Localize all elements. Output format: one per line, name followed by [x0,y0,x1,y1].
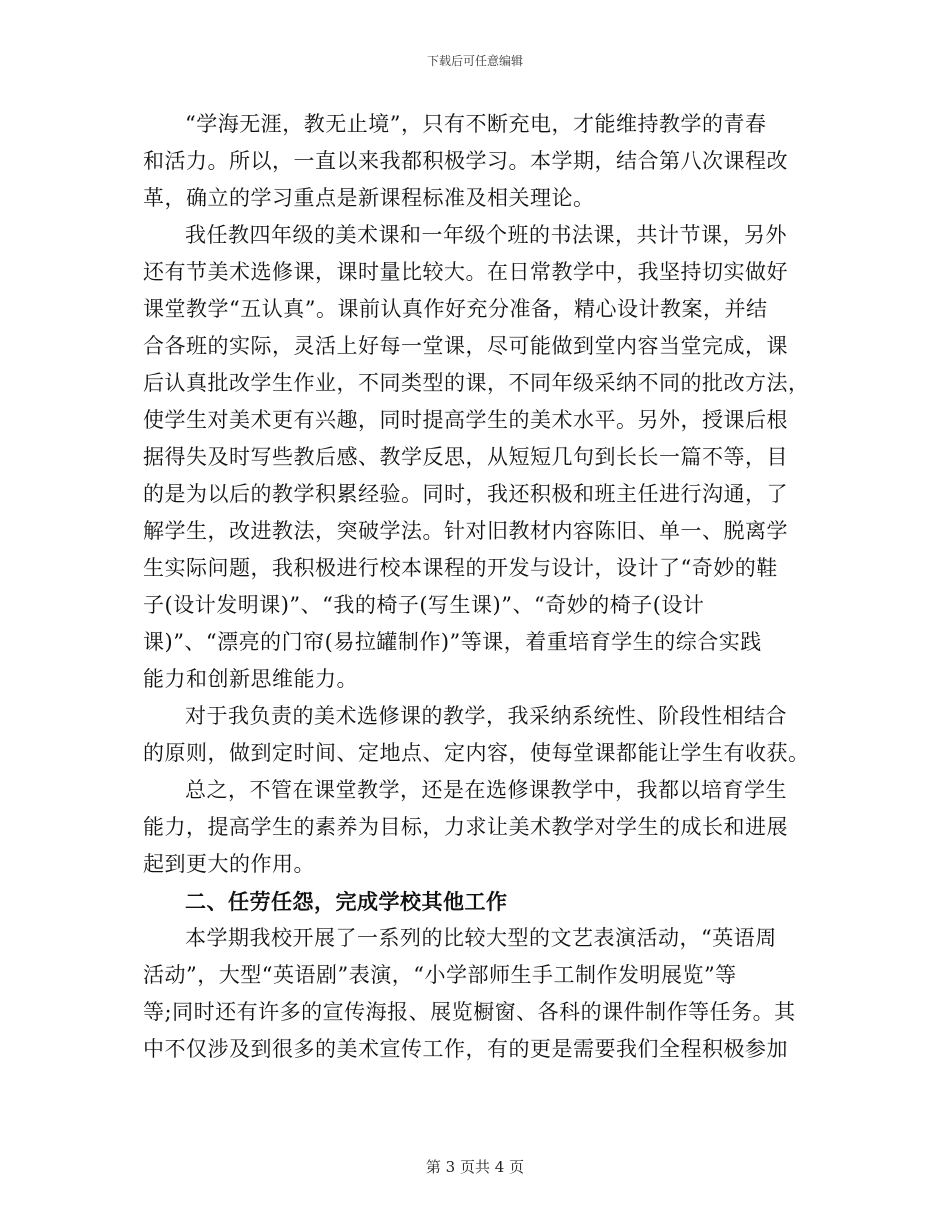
text-line: 对于我负责的美术选修课的教学，我采纳系统性、阶段性相结合 [185,704,787,728]
text-line: 后认真批改学生作业，不同类型的课，不同年级采纳不同的批改方法， [143,371,810,395]
text-line: 课)”、“漂亮的门帘(易拉罐制作)”等课，着重培育学生的综合实践 [143,630,762,654]
text-line: 中不仅涉及到很多的美术宣传工作，有的更是需要我们全程积极参加 [143,1037,788,1061]
text-line: 据得失及时写些教后感、教学反思，从短短几句到长长一篇不等，目 [143,445,788,469]
text-line: 生实际问题，我积极进行校本课程的开发与设计，设计了“奇妙的鞋 [143,556,778,580]
text-line: 我任教四年级的美术课和一年级个班的书法课，共计节课，另外 [185,223,787,247]
text-line: 课堂教学“五认真”。课前认真作好充分准备，精心设计教案，并结 [143,297,768,321]
text-line: 本学期我校开展了一系列的比较大型的文艺表演活动，“英语周 [185,926,777,950]
text-line: “学海无涯，教无止境”，只有不断充电，才能维持教学的青春 [185,112,767,136]
text-line: 起到更大的作用。 [143,852,315,876]
text-line: 总之，不管在课堂教学，还是在选修课教学中，我都以培育学生 [185,778,787,802]
text-line: 的是为以后的教学积累经验。同时，我还积极和班主任进行沟通，了 [143,482,788,506]
text-line: 使学生对美术更有兴趣，同时提高学生的美术水平。另外，授课后根 [143,408,788,432]
page-footer: 第 3 页共 4 页 [425,1158,525,1176]
text-line: 解学生，改进教法，突破学法。针对旧教材内容陈旧、单一、脱离学 [143,519,788,543]
text-line: 和活力。所以，一直以来我都积极学习。本学期，结合第八次课程改 [143,149,788,173]
text-line: 能力，提高学生的素养为目标，力求让美术教学对学生的成长和进展 [143,815,788,839]
text-line: 还有节美术选修课，课时量比较大。在日常教学中，我坚持切实做好 [143,260,788,284]
page-header: 下载后可任意编辑 [426,54,523,68]
document-body [143,106,813,1068]
section-heading: 二、任劳任怨，完成学校其他工作 [185,889,508,914]
text-line: 能力和创新思维能力。 [143,667,358,691]
text-line: 革，确立的学习重点是新课程标准及相关理论。 [143,186,595,210]
text-line: 等;同时还有许多的宣传海报、展览橱窗、各科的课件制作等任务。其 [143,1000,796,1024]
text-line: 的原则，做到定时间、定地点、定内容，使每堂课都能让学生有收获。 [143,741,810,765]
text-line: 合各班的实际，灵活上好每一堂课，尽可能做到堂内容当堂完成，课 [143,334,788,358]
text-line: 活动”，大型“英语剧”表演，“小学部师生手工制作发明展览”等 [143,963,737,987]
text-line: 子(设计发明课)”、“我的椅子(写生课)”、“奇妙的椅子(设计 [143,593,705,617]
